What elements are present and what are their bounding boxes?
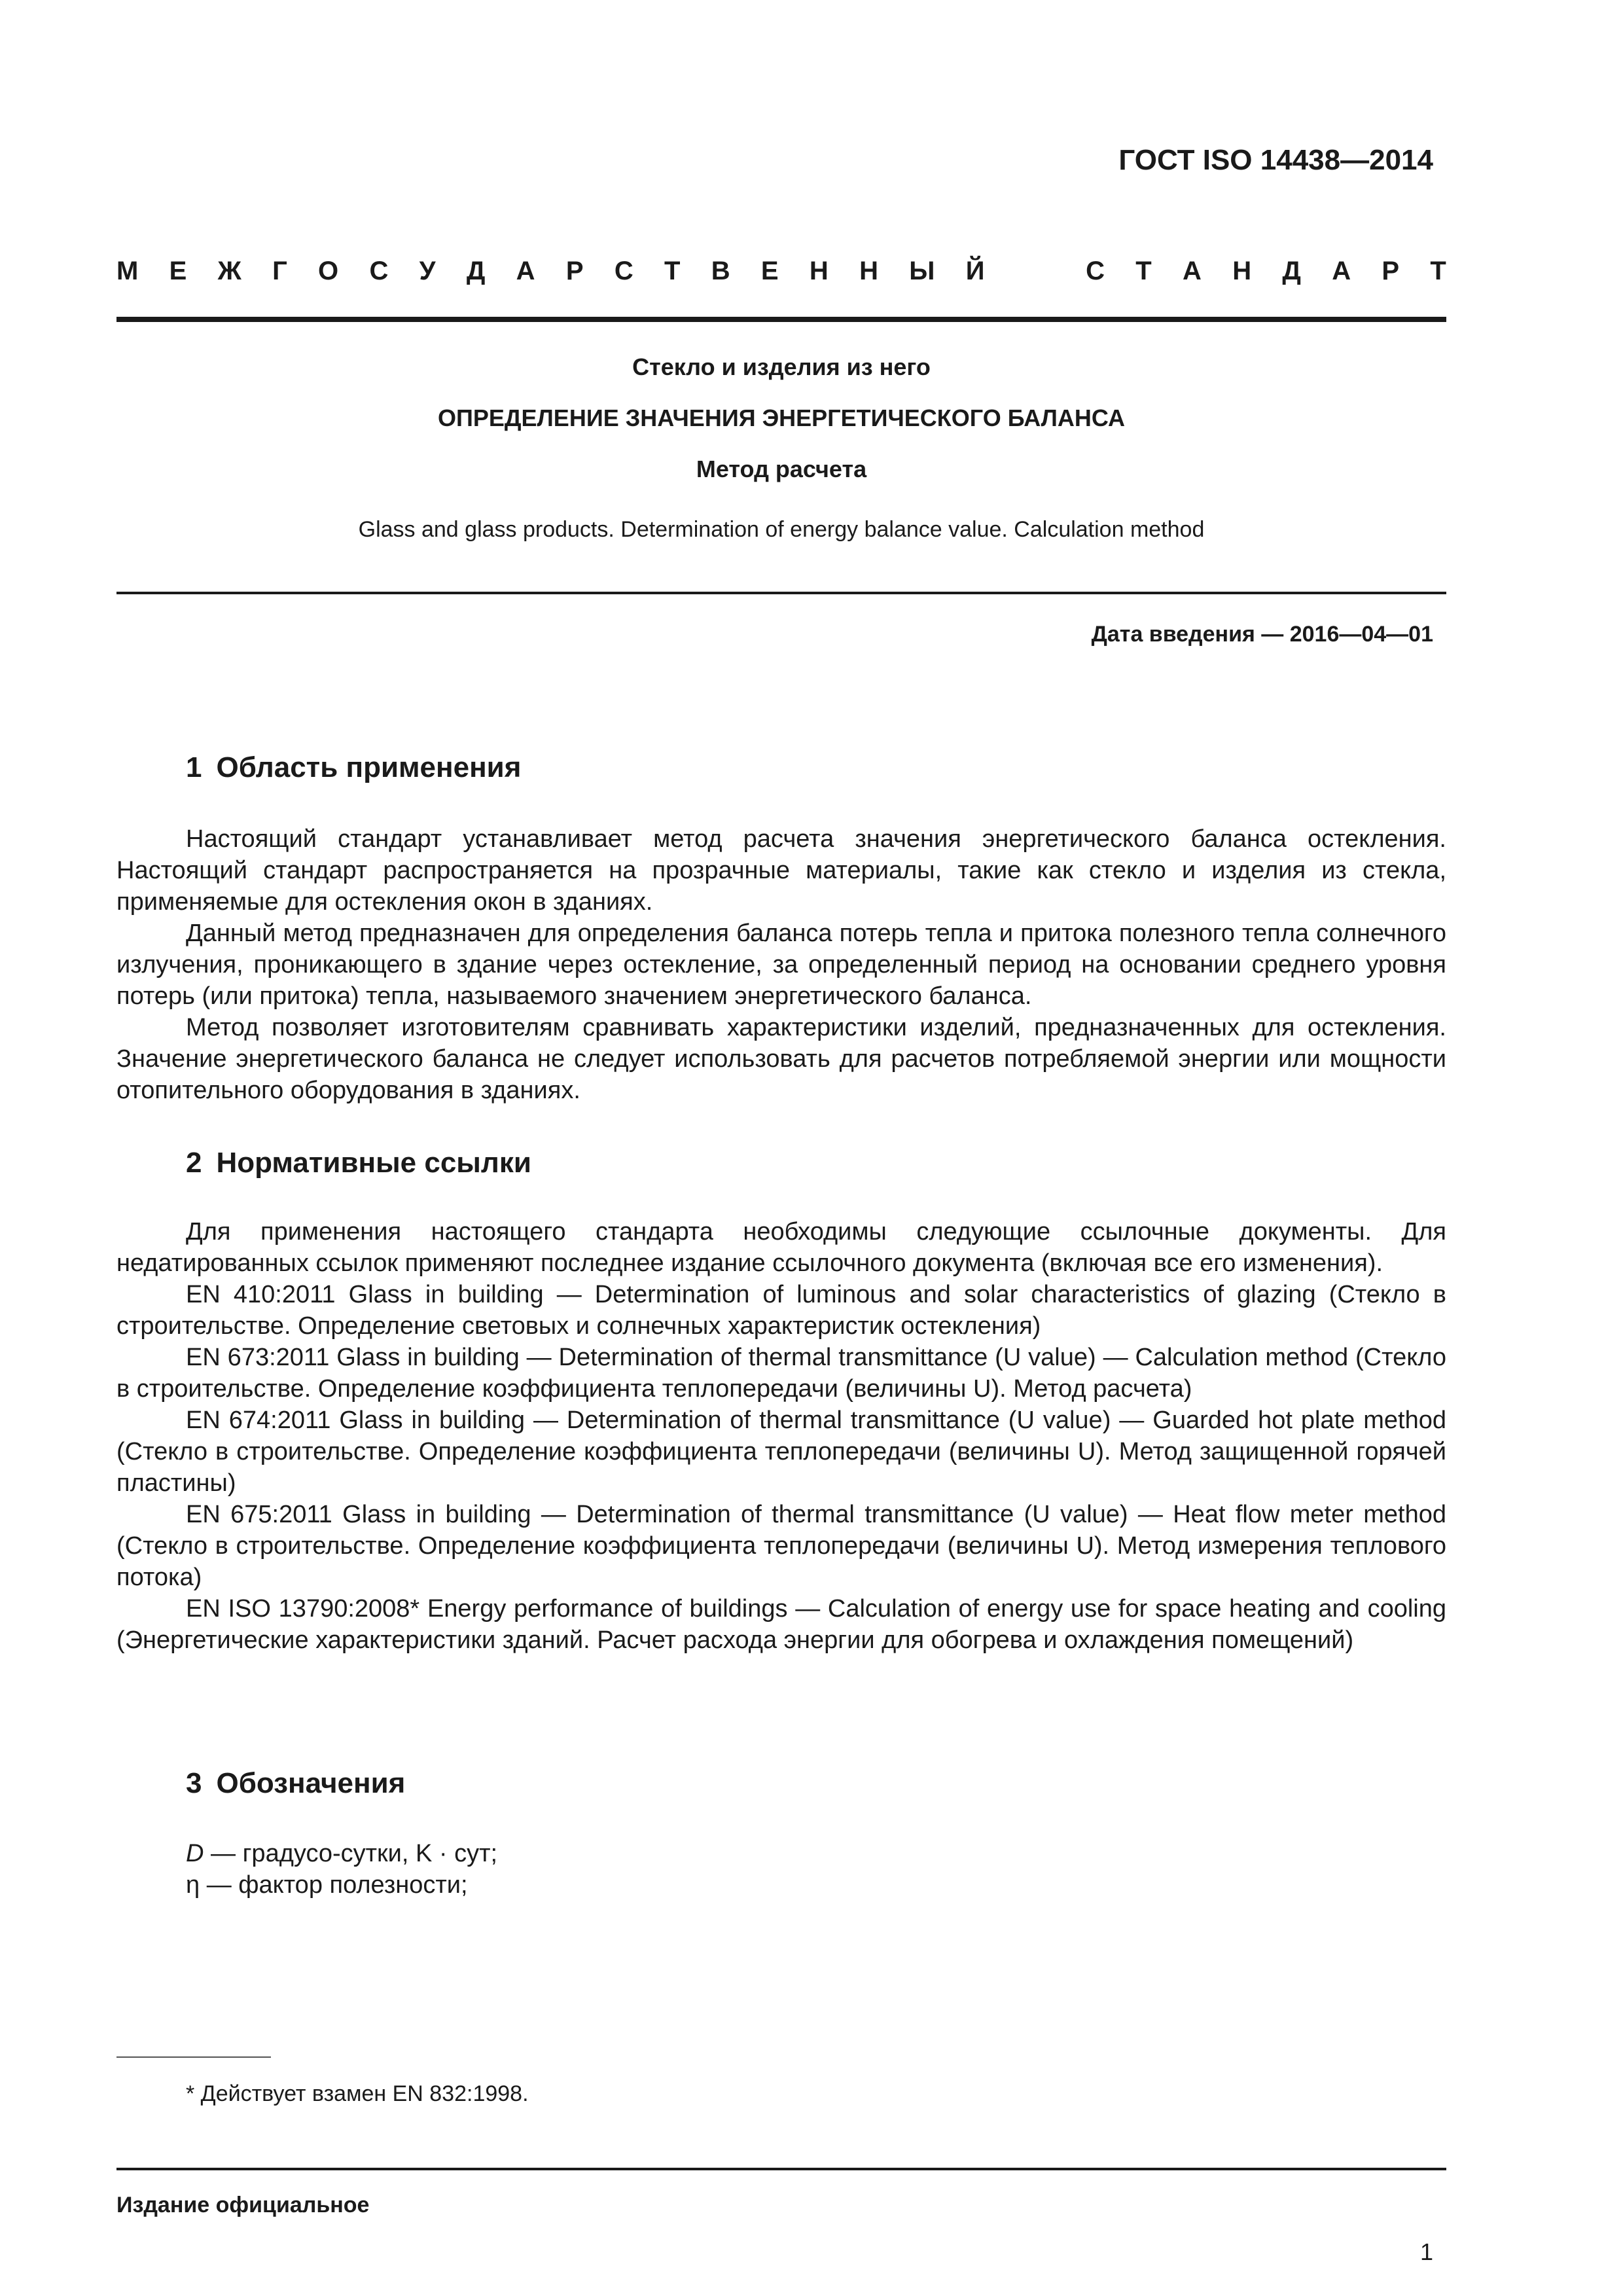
- reference-item: EN 674:2011 Glass in building — Determination of thermal transmittance (U value) — Guarded hot plate method (Стекло в строительстве. Определение коэффициента теплопередачи (величины U). Метод защищенной горячей пластины): [116, 1407, 1446, 1497]
- reference-item: EN ISO 13790:2008* Energy performance of buildings — Calculation of energy use for space heating and cooling (Энергетические характеристики зданий. Расчет расхода энергии для обогрева и охлаждения помещений): [116, 1595, 1446, 1654]
- heading-letter: Д: [1282, 257, 1301, 285]
- heading-letter: Е: [760, 257, 779, 285]
- title-rule: [116, 592, 1446, 594]
- reference-item: EN 675:2011 Glass in building — Determination of thermal transmittance (U value) — Heat flow meter method (Стекло в строительстве. Определение коэффициента теплопередачи (величины U). Метод измерения теплового потока): [116, 1501, 1446, 1591]
- symbol: η: [186, 1871, 200, 1899]
- heading-letter: Р: [565, 257, 584, 285]
- heading-letter: М: [116, 257, 139, 285]
- heading-letter: С: [369, 257, 389, 285]
- section-body: [116, 823, 1446, 1106]
- heading-letter: Ж: [217, 257, 241, 285]
- paragraph: Настоящий стандарт устанавливает метод расчета значения энергетического баланса остекления. Настоящий стандарт распространяется на прозрачные материалы, такие как стекло и изделия из стекла, применяемые для остекления окон в зданиях.: [116, 825, 1446, 916]
- heading-letter: Т: [664, 257, 681, 285]
- introduction-date: Дата введения — 2016—04—01: [1091, 622, 1433, 647]
- reference-item: EN 673:2011 Glass in building — Determination of thermal transmittance (U value) — Calculation method (Стекло в строительстве. Определение коэффициента теплопередачи (величины U). Метод расчета): [116, 1344, 1446, 1403]
- heading-letter: У: [419, 257, 436, 285]
- section-heading: [186, 1147, 531, 1179]
- symbol-text: — градусо-сутки, K · сут;: [204, 1840, 498, 1867]
- paragraph: Данный метод предназначен для определения баланса потерь тепла и притока полезного тепла солнечного излучения, проникающего в здание через остекление, за определенный период на основании среднего уровня потерь (или притока) тепла, называемого значением энергетического баланса.: [116, 920, 1446, 1010]
- section-heading: [186, 1767, 405, 1800]
- heading-letter: С: [614, 257, 633, 285]
- section-number: 3: [186, 1767, 202, 1799]
- heading-letter: Н: [859, 257, 878, 285]
- standard-code: ГОСТ ISO 14438—2014: [1118, 144, 1433, 176]
- title-method: Метод расчета: [696, 456, 867, 482]
- title-english: Glass and glass products. Determination of energy balance value. Calculation method: [358, 517, 1205, 542]
- heading-letter: Г: [272, 257, 287, 285]
- footnote-rule: [116, 2056, 271, 2058]
- page-number: 1: [1419, 2238, 1433, 2265]
- symbol-definition: [186, 1869, 468, 1901]
- heading-letter: А: [1183, 257, 1202, 285]
- paragraph: Метод позволяет изготовителям сравнивать характеристики изделий, предназначенных для остекления. Значение энергетического баланса не следует использовать для расчетов потребляемой энергии или мощности отопительного оборудования в зданиях.: [116, 1014, 1446, 1104]
- symbol-definition: [186, 1838, 497, 1869]
- standard-type-heading: [116, 257, 1446, 286]
- heading-letter: Е: [169, 257, 187, 285]
- heading-letter: В: [711, 257, 730, 285]
- heading-letter: А: [516, 257, 535, 285]
- paragraph: Для применения настоящего стандарта необходимы следующие ссылочные документы. Для недатированных ссылок применяют последнее издание ссылочного документа (включая все его изменения).: [116, 1218, 1446, 1277]
- heading-letter: О: [318, 257, 339, 285]
- heading-letter: Т: [1135, 257, 1152, 285]
- section-number: 2: [186, 1147, 202, 1179]
- heading-letter: Ы: [909, 257, 935, 285]
- heading-letter: Д: [466, 257, 486, 285]
- footnote: * Действует взамен EN 832:1998.: [186, 2081, 529, 2106]
- word-gap: [1016, 257, 1055, 286]
- section-number: 1: [186, 751, 202, 783]
- symbol: D: [186, 1840, 204, 1867]
- heading-letter: А: [1332, 257, 1351, 285]
- heading-letter: Й: [965, 257, 985, 285]
- footer-rule: [116, 2168, 1446, 2170]
- heading-letter: Н: [809, 257, 829, 285]
- section-heading: [186, 751, 521, 784]
- section-title: Нормативные ссылки: [216, 1147, 531, 1179]
- edition-label: Издание официальное: [116, 2193, 370, 2217]
- heading-letter: Р: [1382, 257, 1400, 285]
- reference-item: EN 410:2011 Glass in building — Determination of luminous and solar characteristics of glazing (Стекло в строительстве. Определение световых и солнечных характеристик остекления): [116, 1281, 1446, 1340]
- title-main: ОПРЕДЕЛЕНИЕ ЗНАЧЕНИЯ ЭНЕРГЕТИЧЕСКОГО БАЛАНСА: [437, 404, 1125, 431]
- heading-letter: Т: [1430, 257, 1446, 285]
- heading-letter: Н: [1232, 257, 1252, 285]
- header-rule: [116, 317, 1446, 322]
- section-title: Обозначения: [216, 1767, 406, 1799]
- title-group: Стекло и изделия из него: [632, 353, 931, 380]
- symbol-text: — фактор полезности;: [200, 1871, 468, 1899]
- section-title: Область применения: [216, 751, 522, 783]
- section-body: [116, 1216, 1446, 1656]
- heading-letter: С: [1086, 257, 1105, 285]
